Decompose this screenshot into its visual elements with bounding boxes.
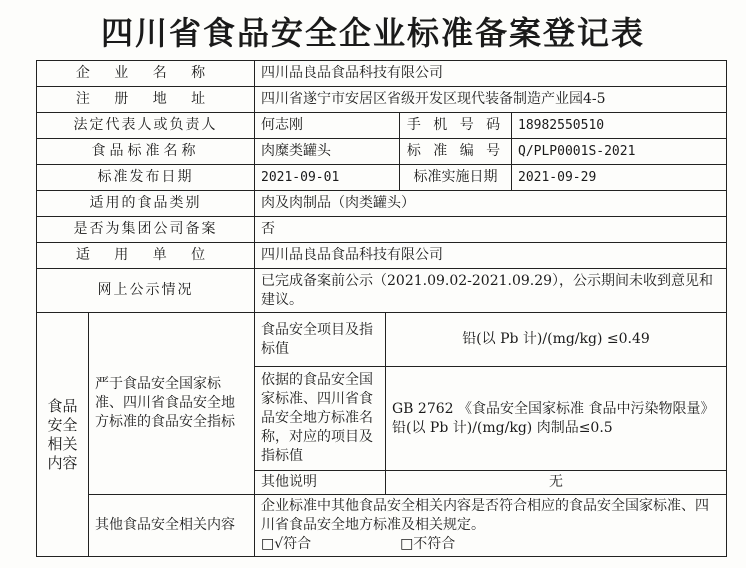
item-label: 食品安全项目及指标值	[255, 313, 386, 367]
address-label: 注 册 地 址	[37, 87, 255, 113]
group-label: 是否为集团公司备案	[37, 217, 255, 243]
registration-table	[36, 60, 727, 557]
public-label: 网上公示情况	[37, 269, 255, 313]
basis-line-1: GB 2762 《食品安全国家标准 食品中污染物限量》	[392, 400, 715, 417]
publish-value: 2021-09-01	[255, 165, 400, 191]
unit-value: 四川品良品食品科技有限公司	[255, 243, 727, 269]
impl-label: 标准实施日期	[400, 165, 512, 191]
phone-label: 手 机 号 码	[400, 113, 512, 139]
row-company	[37, 61, 727, 87]
public-value: 已完成备案前公示（2021.09.02-2021.09.29），公示期间未收到意见和建议。	[255, 269, 727, 313]
row-dates	[37, 165, 727, 191]
row-category	[37, 191, 727, 217]
std-no-value: Q/PLP0001S-2021	[512, 139, 727, 165]
row-other-related	[37, 495, 727, 557]
row-std-name	[37, 139, 727, 165]
row-legal-rep	[37, 113, 727, 139]
legal-rep-label: 法定代表人或负责人	[37, 113, 255, 139]
category-value: 肉及肉制品（肉类罐头）	[255, 191, 727, 217]
other-label: 其他说明	[255, 471, 386, 495]
std-name-value: 肉糜类罐头	[255, 139, 400, 165]
unit-label: 适 用 单 位	[37, 243, 255, 269]
basis-line-2: 铅(以 Pb 计)/(mg/kg) 肉制品≤0.5	[392, 419, 613, 436]
compliance-options	[261, 535, 720, 554]
row-public	[37, 269, 727, 313]
row-address	[37, 87, 727, 113]
address-value: 四川省遂宁市安居区省级开发区现代装备制造产业园4-5	[255, 87, 727, 113]
company-label: 企 业 名 称	[37, 61, 255, 87]
std-name-label: 食品标准名称	[37, 139, 255, 165]
phone-value: 18982550510	[512, 113, 727, 139]
legal-rep-value: 何志刚	[255, 113, 400, 139]
impl-value: 2021-09-29	[512, 165, 727, 191]
category-label: 适用的食品类别	[37, 191, 255, 217]
publish-label: 标准发布日期	[37, 165, 255, 191]
basis-label: 依据的食品安全国家标准、四川省食品安全地方标准名称，对应的项目及指标值	[255, 367, 386, 471]
other-value: 无	[386, 471, 727, 495]
option-not-comply[interactable]: □不符合	[400, 536, 456, 552]
row-safety-item	[37, 313, 727, 367]
row-unit	[37, 243, 727, 269]
safety-section-label: 食品安全相关内容	[37, 313, 89, 557]
group-value: 否	[255, 217, 727, 243]
other-related-label: 其他食品安全相关内容	[89, 495, 255, 557]
option-comply[interactable]: □√符合	[261, 536, 312, 552]
company-value: 四川品良品食品科技有限公司	[255, 61, 727, 87]
other-related-content	[255, 495, 727, 557]
form-title: 四川省食品安全企业标准备案登记表	[100, 14, 645, 52]
item-value: 铅(以 Pb 计)/(mg/kg) ≤0.49	[386, 313, 727, 367]
stricter-label: 严于食品安全国家标准、四川省食品安全地方标准的食品安全指标	[89, 313, 255, 495]
basis-value	[386, 367, 727, 471]
row-group	[37, 217, 727, 243]
std-no-label: 标 准 编 号	[400, 139, 512, 165]
other-related-text: 企业标准中其他食品安全相关内容是否符合相应的食品安全国家标准、四川省食品安全地方标准及相关规定。	[261, 498, 709, 533]
